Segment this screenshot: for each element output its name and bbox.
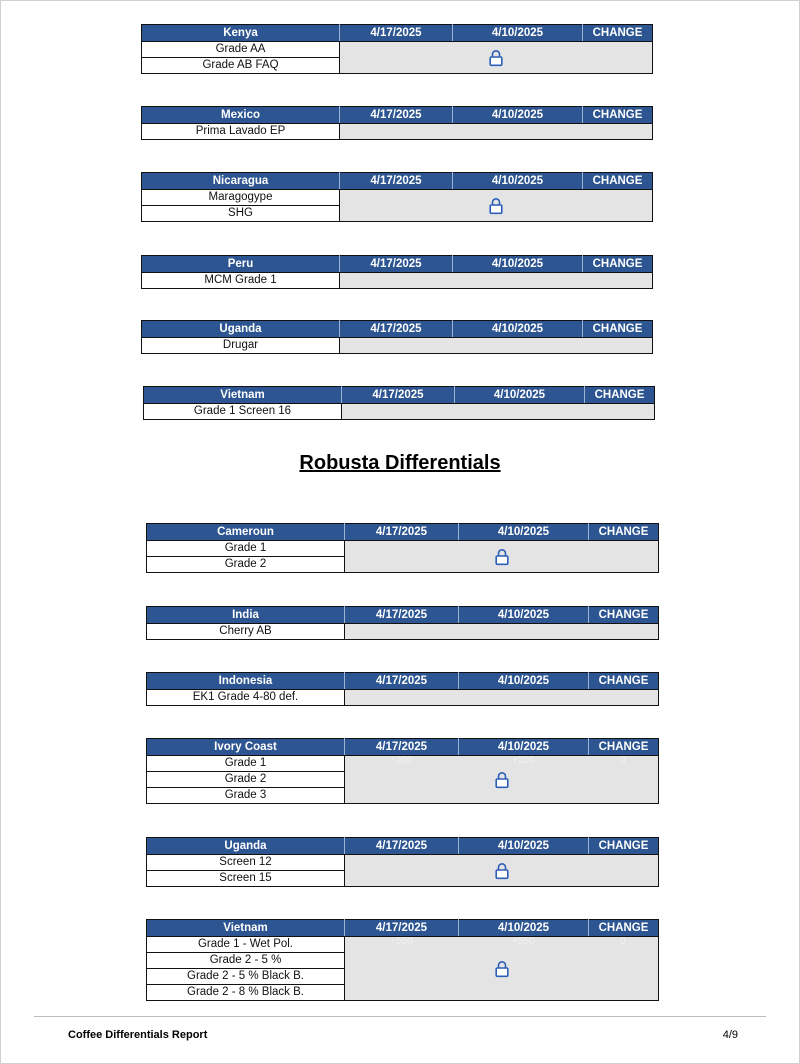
hidden-value: 0: [620, 936, 626, 947]
lock-icon: [495, 960, 509, 977]
grade-label: EK1 Grade 4-80 def.: [147, 690, 345, 706]
differential-table-india: [146, 606, 659, 640]
date-previous-header: 4/10/2025: [453, 25, 583, 42]
footer-title: Coffee Differentials Report: [68, 1029, 208, 1041]
grade-label: Grade 2 - 8 % Black B.: [147, 985, 345, 1001]
table-row: [147, 855, 659, 871]
country-header: Vietnam: [147, 920, 345, 937]
differential-table-uganda: [146, 837, 659, 887]
lock-icon: [489, 197, 503, 214]
page-number: 4/9: [722, 1029, 738, 1041]
table-header-row: [144, 387, 655, 404]
change-header: CHANGE: [589, 673, 659, 690]
locked-values-area: [340, 273, 653, 289]
date-current-header: 4/17/2025: [345, 524, 459, 541]
change-header: CHANGE: [589, 838, 659, 855]
table-row: [142, 338, 653, 354]
change-header: CHANGE: [583, 107, 653, 124]
grade-label: Grade AA: [142, 42, 340, 58]
hidden-values: [345, 753, 658, 766]
locked-values-area: [340, 338, 653, 354]
differential-table-cameroun: [146, 523, 659, 573]
locked-values-area: [342, 404, 655, 420]
grade-label: Screen 15: [147, 871, 345, 887]
country-header: Vietnam: [144, 387, 342, 404]
date-current-header: 4/17/2025: [345, 607, 459, 624]
country-header: Cameroun: [147, 524, 345, 541]
grade-label: Grade AB FAQ: [142, 58, 340, 74]
grade-label: SHG: [142, 206, 340, 222]
locked-values-area[interactable]: [340, 42, 653, 74]
date-previous-header: 4/10/2025: [455, 387, 585, 404]
hidden-value: +550: [512, 936, 535, 947]
table-row: [147, 624, 659, 640]
section-title: Robusta Differentials: [299, 452, 501, 474]
locked-values-area: [345, 624, 659, 640]
differential-table-uganda: [141, 320, 653, 354]
differential-table-peru: [141, 255, 653, 289]
grade-label: Grade 1: [147, 756, 345, 772]
differential-table-vietnam: [143, 386, 655, 420]
lock-icon: [489, 49, 503, 66]
date-current-header: 4/17/2025: [342, 387, 455, 404]
grade-label: Drugar: [142, 338, 340, 354]
date-previous-header: 4/10/2025: [459, 607, 589, 624]
change-header: CHANGE: [583, 25, 653, 42]
grade-label: Grade 1 - Wet Pol.: [147, 937, 345, 953]
date-current-header: 4/17/2025: [345, 673, 459, 690]
date-previous-header: 4/10/2025: [459, 838, 589, 855]
table-header-row: [147, 607, 659, 624]
table-header-row: [147, 673, 659, 690]
date-previous-header: 4/10/2025: [459, 739, 589, 756]
footer-divider: [34, 1016, 766, 1017]
date-previous-header: 4/10/2025: [453, 256, 583, 273]
lock-icon: [495, 548, 509, 565]
table-row: [142, 273, 653, 289]
change-header: CHANGE: [585, 387, 655, 404]
date-previous-header: 4/10/2025: [459, 673, 589, 690]
differential-table-nicaragua: [141, 172, 653, 222]
locked-values-area[interactable]: [340, 190, 653, 222]
table-header-row: [147, 838, 659, 855]
country-header: Peru: [142, 256, 340, 273]
table-row: [147, 541, 659, 557]
hidden-values: [345, 934, 658, 947]
country-header: Nicaragua: [142, 173, 340, 190]
table-row: [142, 42, 653, 58]
table-header-row: [142, 173, 653, 190]
date-previous-header: 4/10/2025: [459, 920, 589, 937]
change-header: CHANGE: [589, 739, 659, 756]
table-row: [144, 404, 655, 420]
grade-label: Grade 2: [147, 557, 345, 573]
hidden-value: 0: [620, 755, 626, 766]
grade-label: Screen 12: [147, 855, 345, 871]
table-row: [142, 124, 653, 140]
date-current-header: 4/17/2025: [340, 107, 453, 124]
differential-table-indonesia: [146, 672, 659, 706]
grade-label: Grade 2 - 5 % Black B.: [147, 969, 345, 985]
change-header: CHANGE: [589, 607, 659, 624]
table-row: [147, 756, 659, 772]
grade-label: Grade 3: [147, 788, 345, 804]
change-header: CHANGE: [583, 321, 653, 338]
country-header: Uganda: [142, 321, 340, 338]
hidden-value: +550: [390, 936, 413, 947]
date-current-header: 4/17/2025: [345, 739, 459, 756]
country-header: Indonesia: [147, 673, 345, 690]
lock-icon: [495, 862, 509, 879]
grade-label: MCM Grade 1: [142, 273, 340, 289]
country-header: Mexico: [142, 107, 340, 124]
date-current-header: 4/17/2025: [340, 256, 453, 273]
date-current-header: 4/17/2025: [340, 173, 453, 190]
date-current-header: 4/17/2025: [340, 25, 453, 42]
table-header-row: [142, 321, 653, 338]
grade-label: Grade 2 - 5 %: [147, 953, 345, 969]
country-header: Ivory Coast: [147, 739, 345, 756]
date-previous-header: 4/10/2025: [453, 107, 583, 124]
grade-label: Grade 2: [147, 772, 345, 788]
date-current-header: 4/17/2025: [340, 321, 453, 338]
hidden-value: +200: [512, 755, 535, 766]
table-header-row: [142, 25, 653, 42]
table-row: [147, 937, 659, 953]
differential-table-vietnam: [146, 919, 659, 1001]
locked-values-area[interactable]: [345, 855, 659, 887]
grade-label: Grade 1 Screen 16: [144, 404, 342, 420]
change-header: CHANGE: [589, 920, 659, 937]
grade-label: Grade 1: [147, 541, 345, 557]
change-header: CHANGE: [583, 256, 653, 273]
differential-table-kenya: [141, 24, 653, 74]
hidden-value: +200: [390, 755, 413, 766]
date-previous-header: 4/10/2025: [453, 321, 583, 338]
grade-label: Prima Lavado EP: [142, 124, 340, 140]
date-current-header: 4/17/2025: [345, 838, 459, 855]
locked-values-area: [345, 690, 659, 706]
grade-label: Maragogype: [142, 190, 340, 206]
locked-values-area[interactable]: [345, 937, 659, 1001]
table-header-row: [142, 256, 653, 273]
change-header: CHANGE: [583, 173, 653, 190]
table-header-row: [142, 107, 653, 124]
locked-values-area[interactable]: [345, 756, 659, 804]
table-row: [142, 190, 653, 206]
locked-values-area[interactable]: [345, 541, 659, 573]
country-header: Kenya: [142, 25, 340, 42]
date-previous-header: 4/10/2025: [459, 524, 589, 541]
country-header: Uganda: [147, 838, 345, 855]
table-header-row: [147, 524, 659, 541]
grade-label: Cherry AB: [147, 624, 345, 640]
locked-values-area: [340, 124, 653, 140]
date-previous-header: 4/10/2025: [453, 173, 583, 190]
date-current-header: 4/17/2025: [345, 920, 459, 937]
table-row: [147, 690, 659, 706]
lock-icon: [495, 771, 509, 788]
differential-table-mexico: [141, 106, 653, 140]
change-header: CHANGE: [589, 524, 659, 541]
differential-table-ivory-coast: [146, 738, 659, 804]
country-header: India: [147, 607, 345, 624]
